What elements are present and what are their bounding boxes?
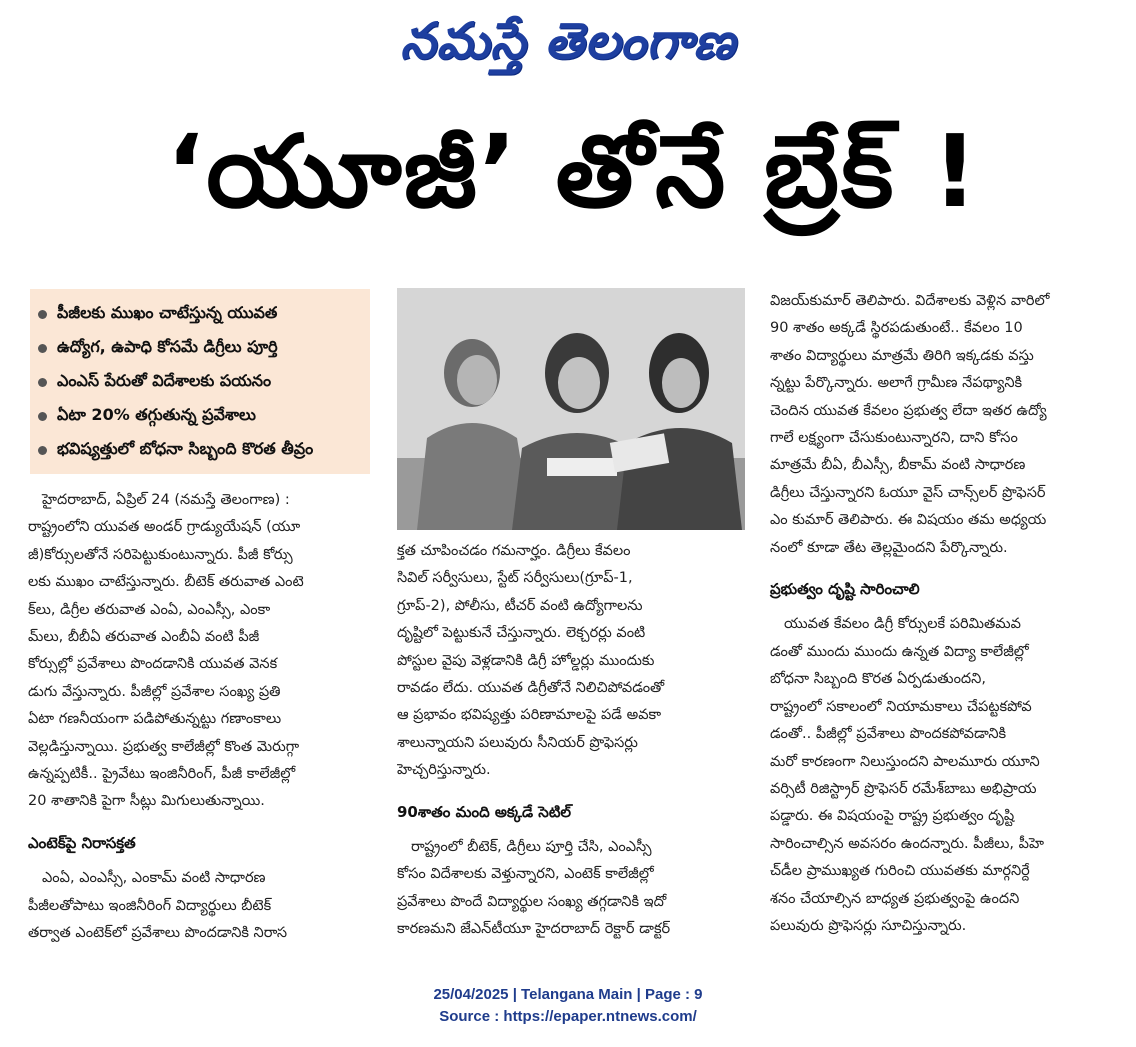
highlight-text: ఎంఎస్ పేరుతో విదేశాలకు పయనం: [57, 370, 272, 390]
body-line: రాష్ట్రంలో బీటెక్, డిగ్రీలు పూర్తి చేసి, ఎంఎస్సీ: [411, 839, 652, 856]
bullet-icon: [38, 446, 47, 455]
body-line: డుగు వేస్తున్నారు. పీజీల్లో ప్రవేశాల సంఖ్య ప్రతి: [28, 683, 281, 700]
section-subhead: ప్రభుత్వం దృష్టి సారించాలి: [770, 580, 920, 599]
body-line: న్నట్టు పేర్కొన్నారు. అలాగే గ్రామీణ నేపథ్యానికి: [770, 375, 1023, 392]
section-subhead: ఎంటెక్‌పై నిరాసక్తత: [28, 833, 136, 852]
body-line: ఎం కుమార్ తెలిపారు. ఈ విషయం తమ అధ్యయ: [770, 512, 1047, 529]
newspaper-logo: నమస్తే తెలంగాణ: [400, 11, 736, 70]
body-line: క్‌లు, డిగ్రీల తరువాత ఎంఏ, ఎంఎస్సీ, ఎంకా: [28, 601, 271, 618]
body-line: రాష్ట్రంలో సకాలంలో నియామకాలు చేపట్టకపోవ: [770, 698, 1032, 715]
body-line: విజయ్‌కుమార్ తెలిపారు. విదేశాలకు వెళ్లిన వారిలో: [770, 293, 1050, 309]
body-line: దృష్టిలో పెట్టుకునే చేస్తున్నారు. లెక్చరర్లు వంటి: [397, 625, 646, 642]
body-line: హైదరాబాద్, ఏప్రిల్ 24 (నమస్తే తెలంగాణ) :: [42, 492, 290, 508]
body-line: పోస్టుల వైపు వెళ్లడానికి డిగ్రీ హోల్డర్లు ముందుకు: [397, 652, 655, 669]
body-line: వెల్లడిస్తున్నాయి. ప్రభుత్వ కాలేజీల్లో కొంత మెరుగ్గా: [28, 738, 300, 755]
article-column-2: [397, 538, 745, 944]
body-line: హెచ్చరిస్తున్నారు.: [397, 762, 491, 779]
article-column-3: [770, 288, 1118, 940]
body-line: 90 శాతం అక్కడే స్థిరపడుతుంటే.. కేవలం 10: [770, 320, 1023, 337]
body-line: యువత కేవలం డిగ్రీ కోర్సులకే పరిమితమవ: [784, 616, 1021, 633]
bullet-icon: [38, 412, 47, 421]
body-line: కారణమని జేఎన్‌టీయూ హైదరాబాద్ రెక్టార్ డాక్టర్: [397, 921, 671, 938]
masthead: [0, 2, 1136, 80]
body-line: పలువురు ప్రొఫెసర్లు సూచిస్తున్నారు.: [770, 917, 967, 934]
body-line: పీజీలతోపాటు ఇంజినీరింగ్ విద్యార్థులు బీటెక్: [28, 897, 272, 914]
body-line: తర్వాత ఎంటెక్‌లో ప్రవేశాలు పొందడానికి నిరాస: [28, 925, 288, 942]
bullet-icon: [38, 378, 47, 387]
body-line: గ్రూప్-2), పోలీసు, టీచర్ వంటి ఉద్యోగాలను: [397, 597, 643, 614]
body-line: శాలున్నాయని పలువురు సీనియర్ ప్రొఫెసర్లు: [397, 734, 638, 751]
highlight-item: [38, 433, 362, 467]
body-line: లకు ముఖం చాటేస్తున్నారు. బీటెక్ తరువాత ఎంటె: [28, 574, 304, 591]
highlight-item: [38, 331, 362, 365]
highlight-text: ఏటా 20% తగ్గుతున్న ప్రవేశాలు: [57, 404, 256, 424]
body-line: డంతో.. పీజీల్లో ప్రవేశాలు పొందకపోవడానికి: [770, 726, 1007, 743]
highlight-text: భవిష్యత్తులో బోధనా సిబ్బంది కొరత తీవ్రం: [57, 438, 314, 458]
body-line: సివిల్ సర్వీసులు, స్టేట్ సర్వీసులు(గ్రూప్-1,: [397, 570, 633, 587]
article-column-1: [28, 487, 373, 948]
body-line: క్తత చూపించడం గమనార్హం. డిగ్రీలు కేవలం: [397, 543, 631, 559]
highlight-text: ఉద్యోగ, ఉపాధి కోసమే డిగ్రీలు పూర్తి: [57, 336, 278, 356]
highlight-item: [38, 399, 362, 433]
highlight-item: [38, 297, 362, 331]
body-line: డిగ్రీలు చేస్తున్నారని ఓయూ వైస్ చాన్స్‌లర్ ప్రొఫెసర్: [770, 484, 1046, 501]
body-line: చ్‌డీల ప్రాముఖ్యత గురించి యువతకు మార్గనిర్దే: [770, 863, 1030, 880]
article-photo: [397, 288, 745, 530]
body-line: శాతం విద్యార్థులు మాత్రమే తిరిగి ఇక్కడకు వస్తు: [770, 347, 1034, 364]
body-line: శనం చేయాల్సిన బాధ్యత ప్రభుత్వంపై ఉందని: [770, 890, 1020, 907]
body-line: ఎంఏ, ఎంఎస్సీ, ఎంకామ్ వంటి సాధారణ: [42, 870, 266, 887]
bullet-icon: [38, 344, 47, 353]
body-line: 20 శాతానికి పైగా సీట్లు మిగులుతున్నాయి.: [28, 793, 265, 810]
body-line: రాష్ట్రంలోని యువత అండర్ గ్రాడ్యుయేషన్ (యూ: [28, 519, 301, 536]
highlight-item: [38, 365, 362, 399]
body-line: జీ)కోర్సులతోనే సరిపెట్టుకుంటున్నారు. పీజీ కోర్సు: [28, 546, 293, 563]
footer-date-page: 25/04/2025 | Telangana Main | Page : 9: [433, 986, 703, 1003]
section-subhead: 90శాతం మంది అక్కడే సెటిల్: [397, 802, 572, 821]
body-line: చెందిన యువత కేవలం ప్రభుత్వ లేదా ఇతర ఉద్యో: [770, 402, 1047, 419]
body-line: ప్రవేశాలు పొందే విద్యార్థుల సంఖ్య తగ్గడానికి ఇదో: [397, 893, 667, 910]
body-line: రావడం లేదు. యువత డిగ్రీతోనే నిలిచిపోవడంతో: [397, 680, 665, 697]
body-line: మ్‌లు, బీబీఏ తరువాత ఎంబీఏ వంటి పీజీ: [28, 629, 260, 646]
body-line: పడ్డారు. ఈ విషయంపై రాష్ట్ర ప్రభుత్వం దృష్టి: [770, 808, 1015, 825]
highlights-box: [30, 289, 370, 474]
body-line: వర్సిటీ రిజిస్ట్రార్ ప్రొఫెసర్ రమేశ్‌బాబు అభిప్రాయ: [770, 780, 1037, 797]
body-line: నంలో కూడా తేట తెల్లమైందని పేర్కొన్నారు.: [770, 539, 1008, 556]
body-line: సారించాల్సిన అవసరం ఉందన్నారు. పీజీలు, పీహె: [770, 835, 1044, 852]
body-line: గాలే లక్ష్యంగా చేసుకుంటున్నారని, దాని కోసం: [770, 430, 1018, 447]
body-line: కోర్సుల్లో ప్రవేశాలు పొందడానికి యువత వెనక: [28, 656, 278, 673]
body-line: మాత్రమే బీఏ, బీఎస్సీ, బీకామ్ వంటి సాధారణ: [770, 457, 1026, 474]
page-footer: [0, 984, 1136, 1028]
body-line: ఆ ప్రభావం భవిష్యత్తు పరిణామాలపై పడే అవకా: [397, 707, 662, 724]
headline: ‘యూజీ’ తోనే బ్రేక్ !: [166, 113, 980, 230]
students-photo-illustration: [397, 288, 745, 530]
body-line: కోసం విదేశాలకు వెళ్తున్నారని, ఎంటెక్ కాలేజీల్లో: [397, 866, 654, 883]
body-line: ఏటా గణనీయంగా పడిపోతున్నట్టు గణాంకాలు: [28, 711, 282, 728]
highlight-text: పీజీలకు ముఖం చాటేస్తున్న యువత: [57, 302, 278, 322]
body-line: ఉన్నప్పటికీ.. ప్రైవేటు ఇంజినీరింగ్, పీజీ కాలేజీల్లో: [28, 766, 296, 783]
body-line: డంతో ముందు ముందు ఉన్నత విద్యా కాలేజీల్లో: [770, 643, 1029, 660]
bullet-icon: [38, 310, 47, 319]
body-line: మరో కారణంగా నిలుస్తుందని పాలమూరు యూని: [770, 753, 1040, 770]
footer-source-link[interactable]: Source : https://epaper.ntnews.com/: [439, 1008, 697, 1025]
body-line: బోధనా సిబ్బంది కొరత ఏర్పడుతుందని,: [770, 671, 986, 688]
